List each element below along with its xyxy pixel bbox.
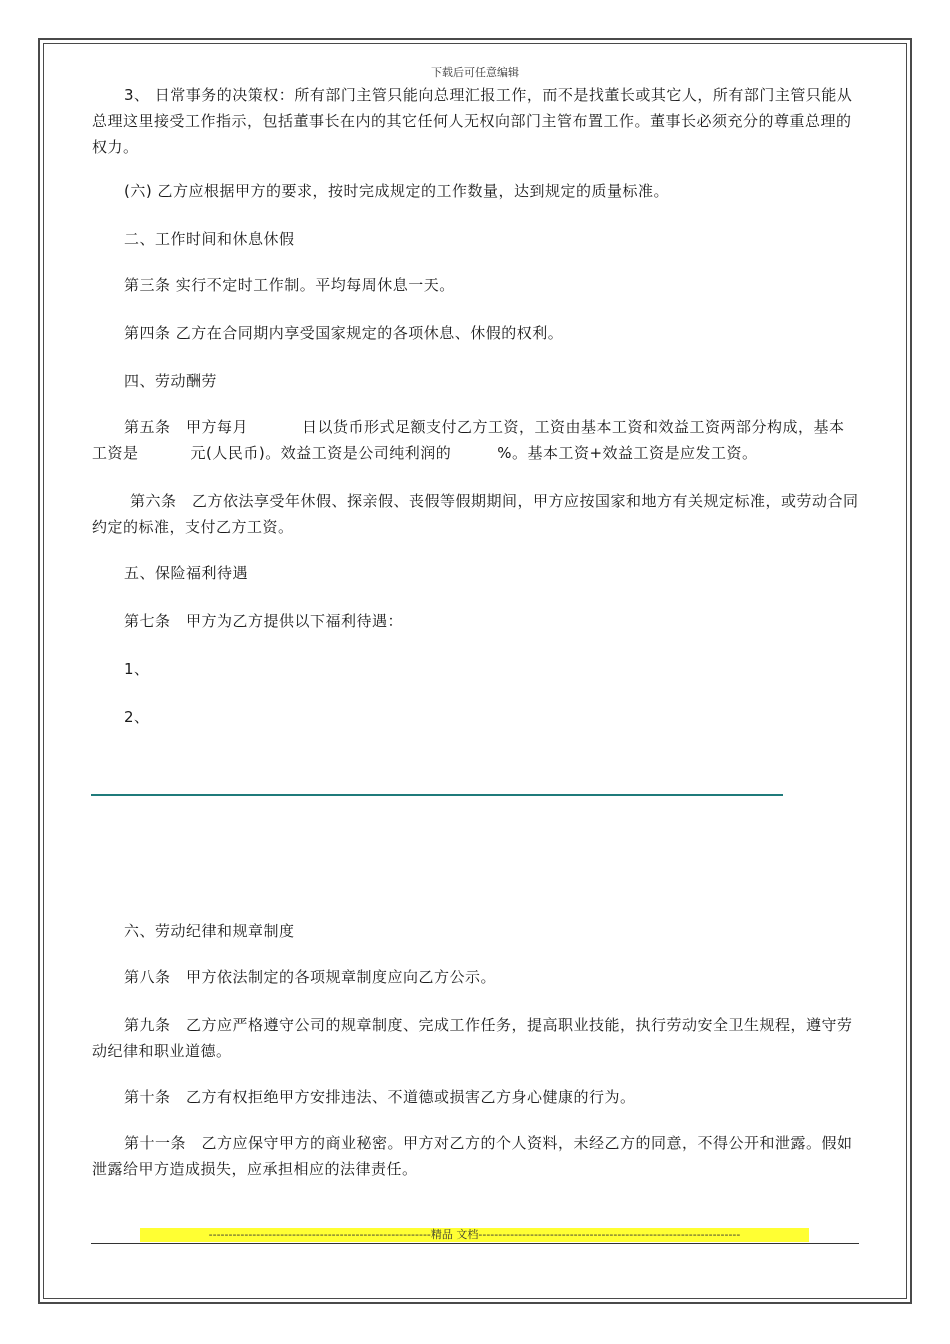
article-5-part-a: 第五条 甲方每月: [124, 418, 249, 436]
footer-banner: --------------------------------------------------------精品 文档------------------------------------------------------------------: [140, 1228, 809, 1242]
section-heading-discipline: 六、劳动纪律和规章制度: [124, 922, 295, 940]
paragraph-article-9: 第九条 乙方应严格遵守公司的规章制度、完成工作任务，提高职业技能，执行劳动安全卫生规程，遵守劳动纪律和职业道德。: [92, 1016, 853, 1060]
paragraph-decision-rights: 3、 日常事务的决策权：所有部门主管只能向总理汇报工作，而不是找董长或其它人，所有部门主管只能从总理这里接受工作指示，包括董事长在内的其它任何人无权向部门主管布置工作。董事长必须充分的尊重总理的权力。: [92, 86, 853, 156]
paragraph-article-5: [92, 414, 860, 466]
paragraph-work-quality: (六) 乙方应根据甲方的要求，按时完成规定的工作数量，达到规定的质量标准。: [124, 182, 669, 200]
article-5-part-d: %。基本工资+效益工资是应发工资。: [497, 444, 758, 462]
paragraph-article-6: 第六条 乙方依法享受年休假、探亲假、丧假等假期期间，甲方应按国家和地方有关规定标准，或劳动合同约定的标准，支付乙方工资。: [92, 492, 859, 536]
section-heading-compensation: 四、劳动酬劳: [124, 372, 218, 390]
page-header: 下载后可任意编辑: [431, 66, 519, 79]
section-heading-work-time: 二、工作时间和休息休假: [124, 230, 295, 248]
paragraph-article-4: 第四条 乙方在合同期内享受国家规定的各项休息、休假的权利。: [124, 324, 564, 342]
article-5-part-c: 元(人民币)。效益工资是公司纯利润的: [190, 444, 452, 462]
section-heading-benefits: 五、保险福利待遇: [124, 564, 249, 582]
list-item-1: 1、: [124, 660, 150, 678]
footer-rule: [91, 1243, 859, 1244]
paragraph-article-11: 第十一条 乙方应保守甲方的商业秘密。甲方对乙方的个人资料，未经乙方的同意，不得公开和泄露。假如泄露给甲方造成损失，应承担相应的法律责任。: [92, 1134, 853, 1178]
paragraph-article-8: 第八条 甲方依法制定的各项规章制度应向乙方公示。: [124, 968, 497, 986]
paragraph-article-7: 第七条 甲方为乙方提供以下福利待遇：: [124, 612, 404, 630]
article-5-part-b: 日以货币形式足额支付乙方工资，工资由基本工资和效益工资两部分构成，基本工资是: [92, 418, 845, 462]
section-divider: [91, 794, 783, 796]
paragraph-article-10: 第十条 乙方有权拒绝甲方安排违法、不道德或损害乙方身心健康的行为。: [124, 1088, 636, 1106]
paragraph-article-3: 第三条 实行不定时工作制。平均每周休息一天。: [124, 276, 455, 294]
list-item-2: 2、: [124, 708, 150, 726]
